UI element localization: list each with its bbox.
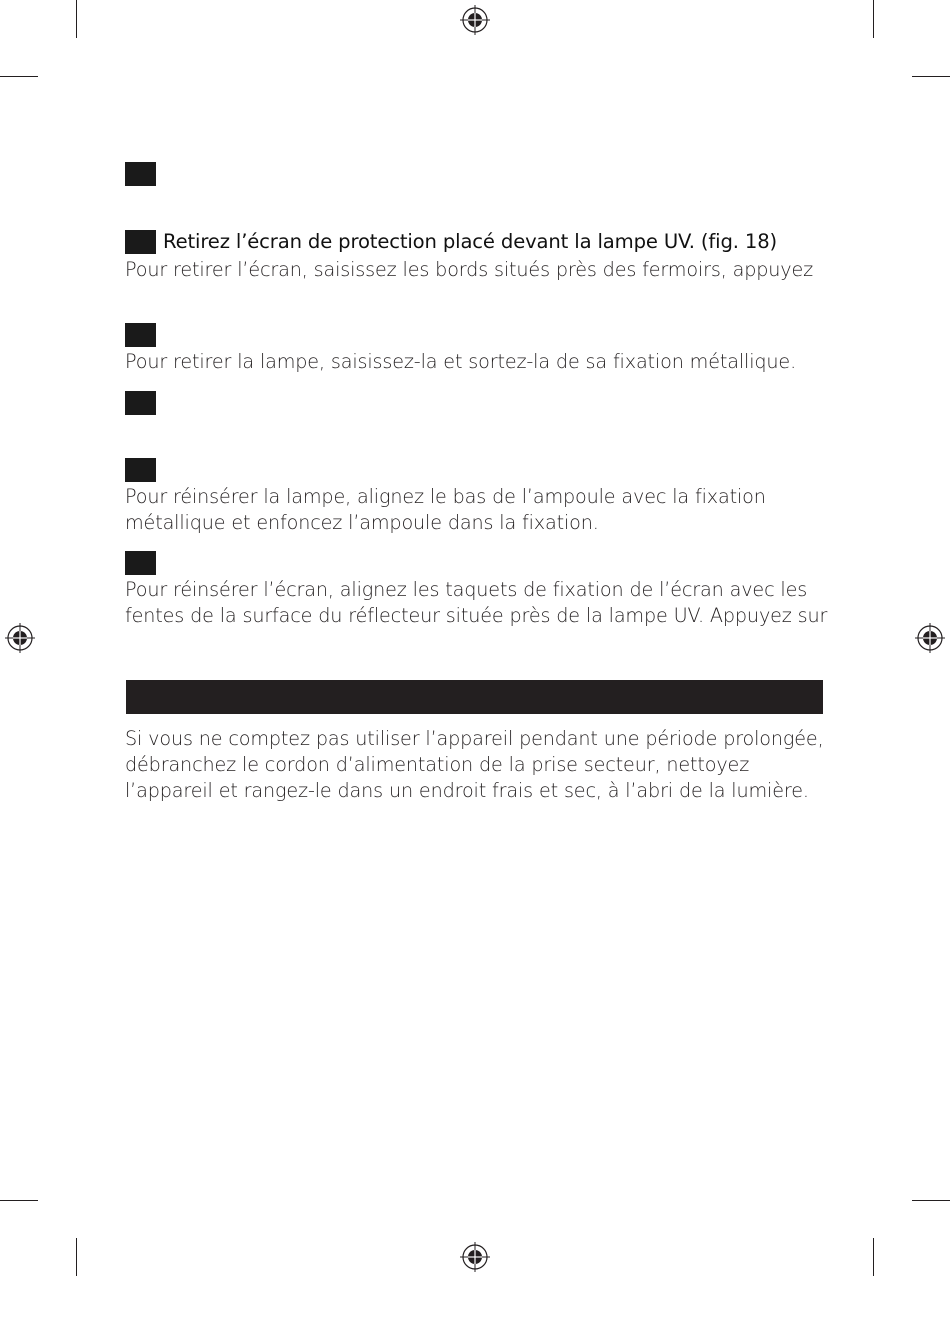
- storage-paragraph: débranchez le cordon d’alimentation de la prise secteur, nettoyez: [125, 753, 750, 776]
- crop-mark: [76, 1238, 77, 1276]
- crop-mark: [873, 1238, 874, 1276]
- crop-mark: [873, 0, 874, 38]
- step-description: Pour retirer l’écran, saisissez les bords situés près des fermoirs, appuyez: [125, 258, 814, 281]
- registration-crosshair-icon: [915, 623, 945, 653]
- crop-mark: [0, 76, 38, 77]
- registration-crosshair-icon: [460, 5, 490, 35]
- crop-mark: [912, 1200, 950, 1201]
- step-number-box: [125, 230, 156, 254]
- step-description: Pour retirer la lampe, saisissez-la et sortez-la de sa fixation métallique.: [125, 350, 797, 373]
- step-description: Pour réinsérer la lampe, alignez le bas de l’ampoule avec la fixation: [125, 485, 766, 508]
- registration-crosshair-icon: [460, 1242, 490, 1272]
- step-title: Retirez l’écran de protection placé devant la lampe UV. (fig. 18): [163, 230, 778, 253]
- registration-crosshair-icon: [5, 623, 35, 653]
- step-number-box: [125, 323, 156, 347]
- step-description: métallique et enfoncez l’ampoule dans la fixation.: [125, 511, 599, 534]
- step-description: Pour réinsérer l’écran, alignez les taquets de fixation de l’écran avec les: [125, 578, 808, 601]
- step-number-box: [125, 391, 156, 415]
- step-number-box: [125, 458, 156, 482]
- step-number-box: [125, 551, 156, 575]
- section-heading-bar: [126, 680, 823, 714]
- crop-mark: [0, 1200, 38, 1201]
- step-description: fentes de la surface du réflecteur située près de la lampe UV. Appuyez sur: [125, 604, 828, 627]
- crop-mark: [76, 0, 77, 38]
- storage-paragraph: Si vous ne comptez pas utiliser l’appareil pendant une période prolongée,: [125, 727, 824, 750]
- crop-mark: [912, 76, 950, 77]
- step-number-box: [125, 162, 156, 186]
- storage-paragraph: l’appareil et rangez-le dans un endroit frais et sec, à l’abri de la lumière.: [125, 779, 809, 802]
